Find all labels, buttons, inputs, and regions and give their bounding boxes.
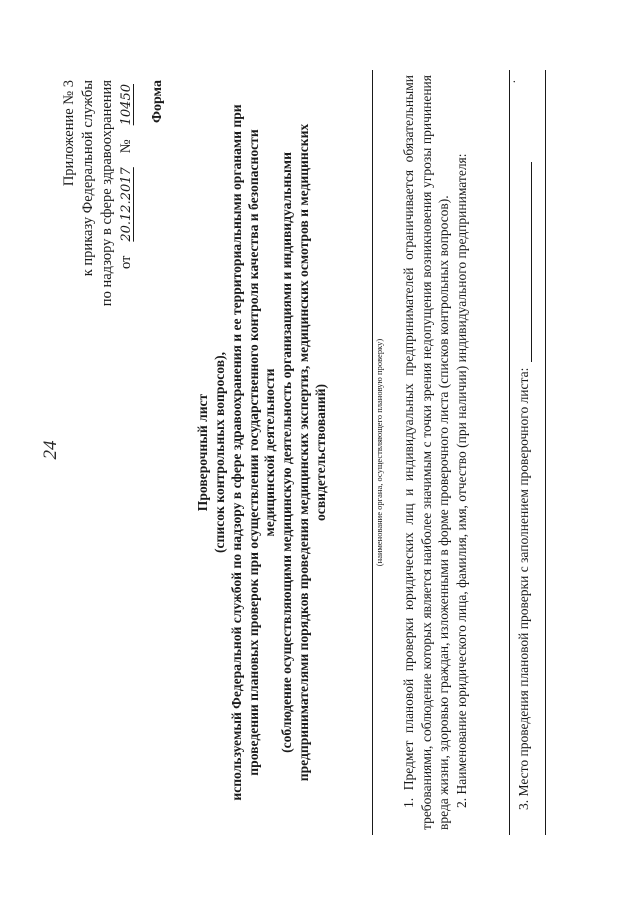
item-3-answer-line-2 [545,70,546,835]
title-line: Проверочный лист [195,393,210,512]
title-line: проведении плановых проверок при осуществлении государственного контроля качества и безопасности [245,129,261,776]
appendix-title: Приложение № 3 [61,80,77,187]
title-line: медицинской деятельности [262,368,278,537]
title-line: (список контрольных вопросов), [211,351,227,554]
order-number: 10450 [118,84,134,126]
item-3-text: 3. Место проведения плановой проверки с заполнением проверочного листа: [516,367,531,810]
item-1: 1. Предмет плановой проверки юридических лиц и индивидуальных предпринимателей ограничивается обязательными требованиями, соблюдение которых является наиболее значимым с точки зрения недопущения возникновения угрозы причинения вреда жизни, здоровью граждан, изложенными в форме проверочного листа (списков контрольных вопросов). [401,75,452,830]
date-prefix: от [117,255,134,270]
item-3 [516,162,532,810]
form-label: Форма [150,80,165,124]
item-2-answer-line [509,70,510,835]
title-line: (соблюдение осуществляющими медицинскую деятельность организациями и индивидуальными [279,152,295,753]
item-2-end-mark: . [503,80,518,84]
title-line: предпринимателями порядков проведения медицинских экспертиз, медицинских осмотров и медицинских [296,123,312,782]
item-2: 2. Наименование юридического лица, фамилия, имя, отчество (при наличии) индивидуального предпринимателя: [453,153,469,808]
item-3-answer-line [531,162,532,362]
order-date: 20.12.2017 [118,167,134,242]
page-number: 24 [40,440,61,460]
number-prefix: № [117,139,134,154]
title-line: освидетельствований) [312,383,328,522]
appendix-date-line [117,80,136,269]
appendix-header [60,80,135,306]
title-line: используемый Федеральной службой по надзору в сфере здравоохранения и ее территориальными органами при [228,104,244,801]
appendix-agency-line: по надзору в сфере здравоохранения [98,80,115,307]
checklist-body [400,75,470,830]
authority-caption: (наименование органа, осуществляющего плановую проверку) [374,338,384,567]
document-title [195,60,330,845]
appendix-order-line: к приказу Федеральной службы [79,80,96,277]
authority-name-line [372,70,373,835]
